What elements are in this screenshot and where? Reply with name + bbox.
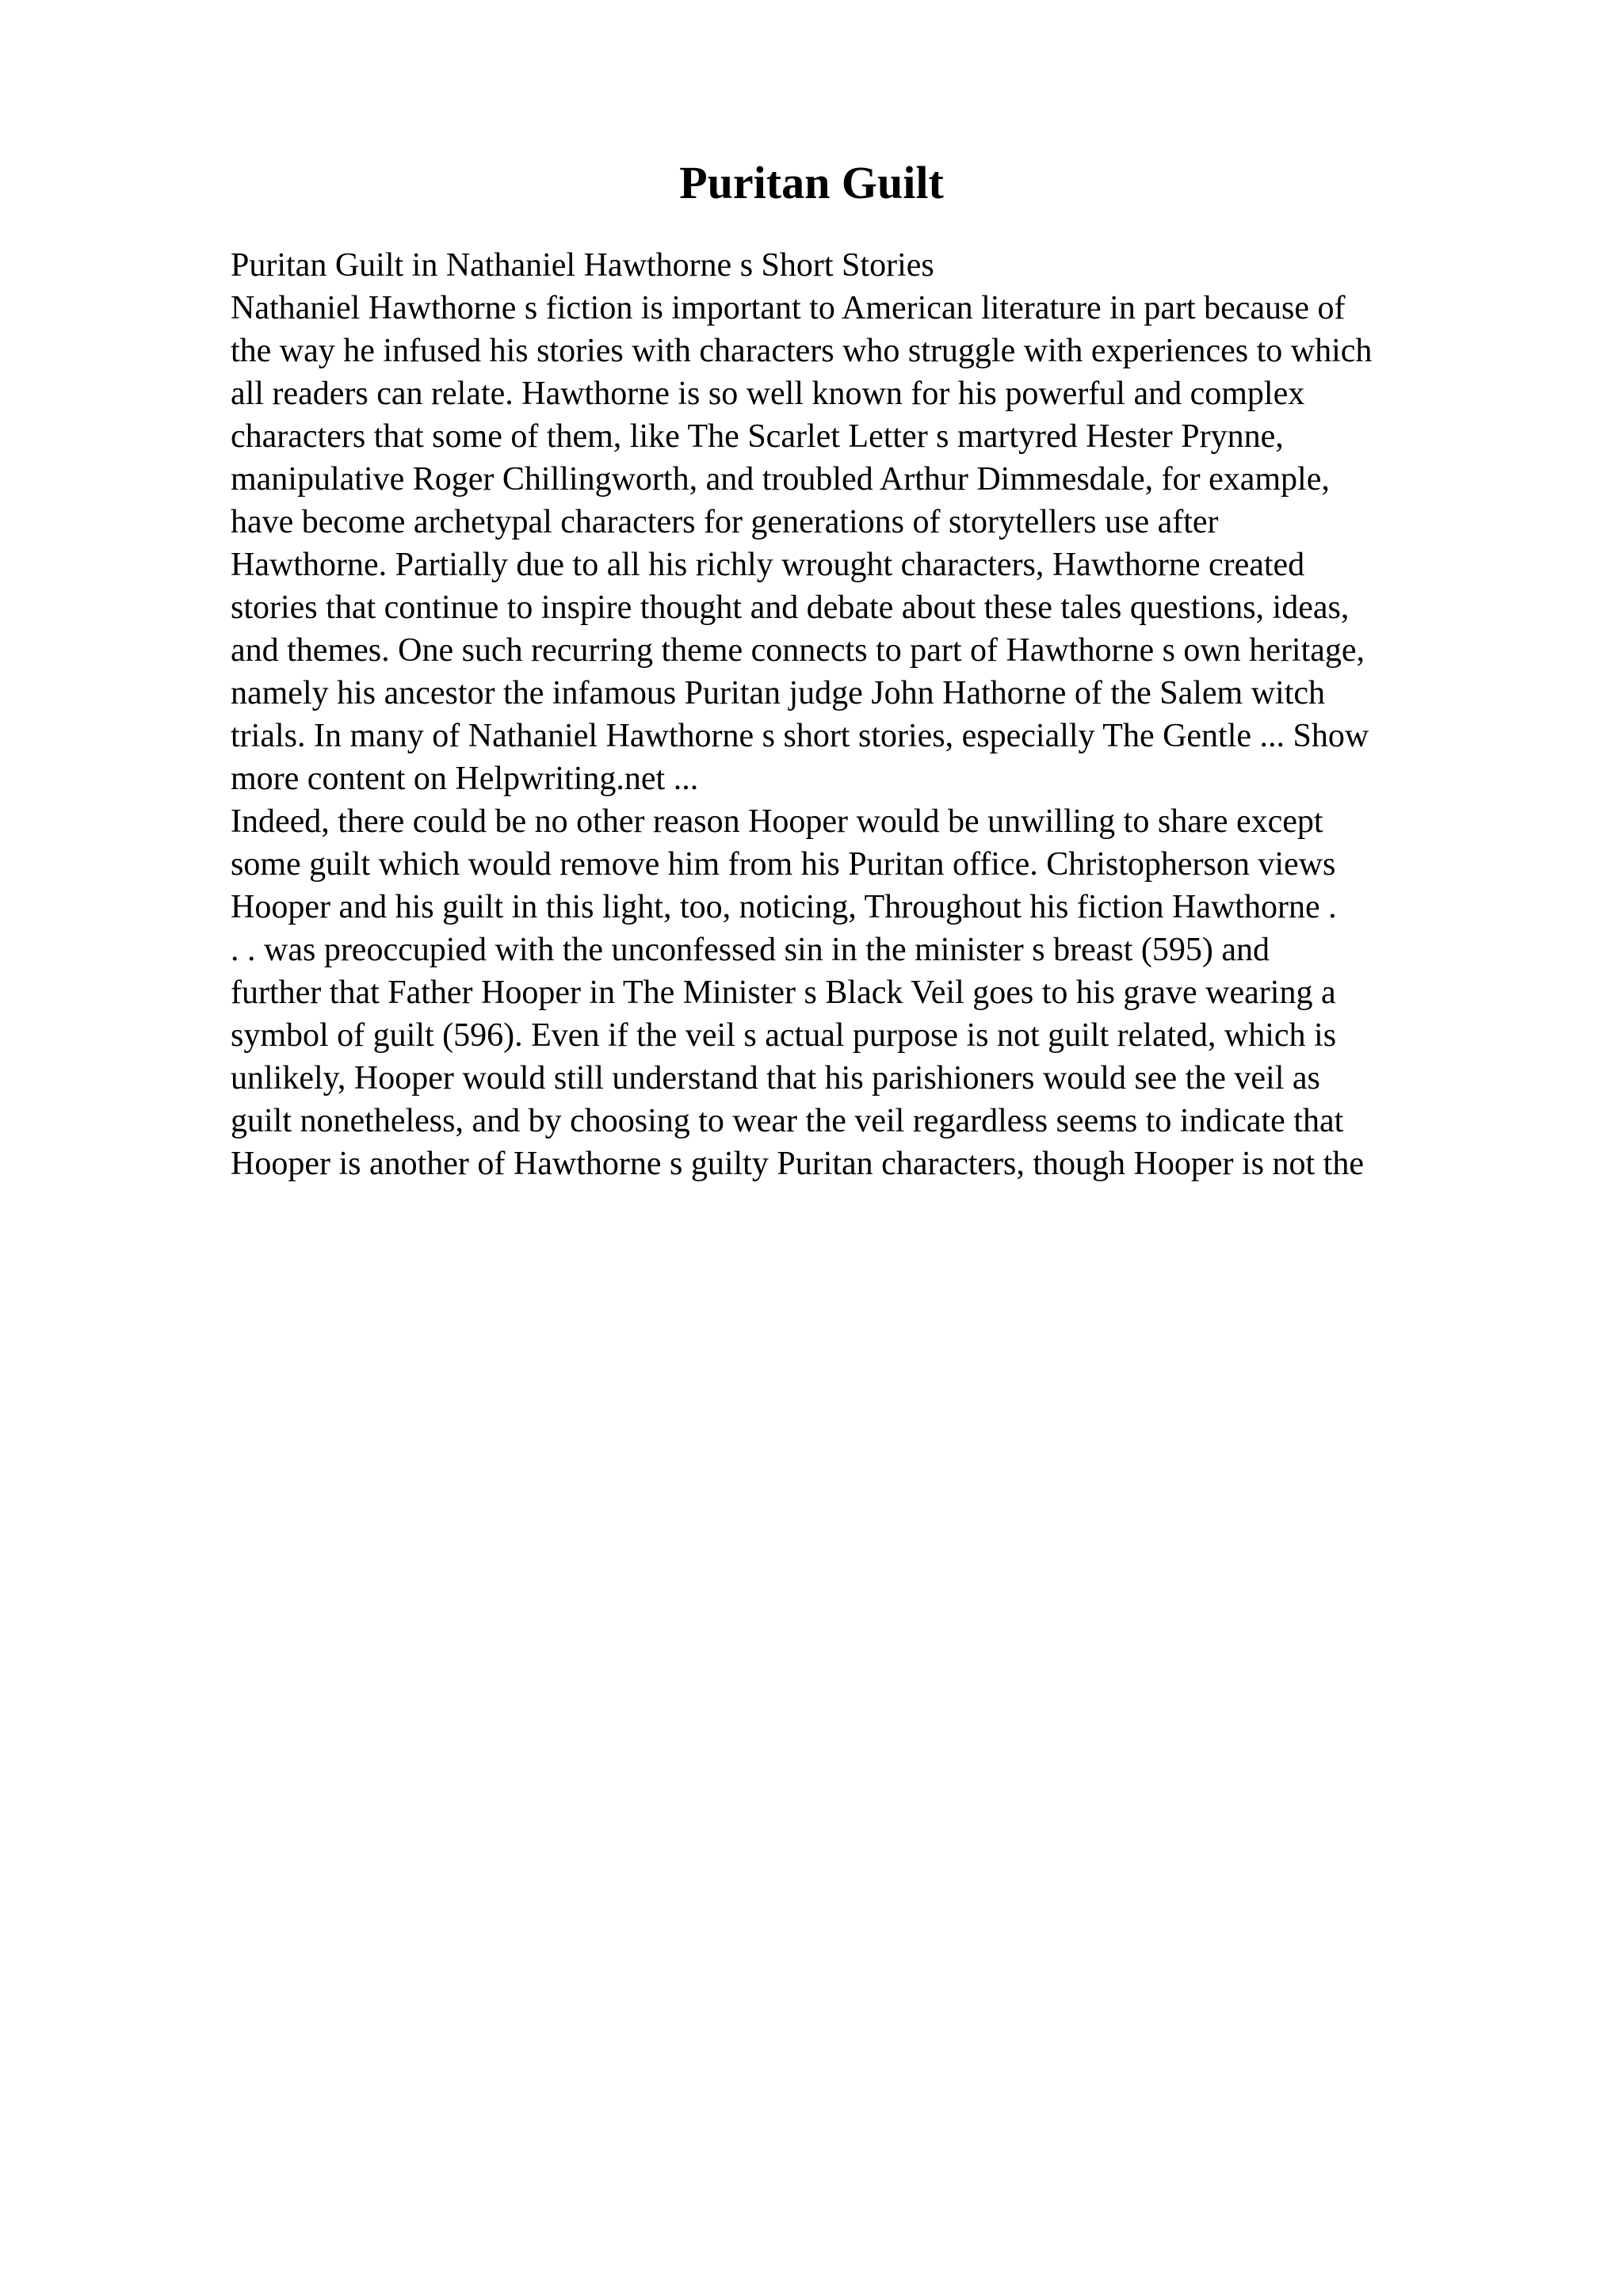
body-line: Hooper and his guilt in this light, too, noticing, Throughout his fiction Hawthorne .: [231, 889, 1337, 925]
body-line: all readers can relate. Hawthorne is so well known for his powerful and complex: [231, 376, 1305, 412]
body-line: and themes. One such recurring theme connects to part of Hawthorne s own heritage,: [231, 632, 1365, 669]
document-body: [231, 244, 1514, 1185]
body-line: namely his ancestor the infamous Puritan judge John Hathorne of the Salem witch: [231, 675, 1326, 711]
body-line: guilt nonetheless, and by choosing to wear the veil regardless seems to indicate that: [231, 1103, 1344, 1139]
body-line: some guilt which would remove him from his Puritan office. Christopherson views: [231, 846, 1336, 883]
body-line: Nathaniel Hawthorne s fiction is important to American literature in part because of: [231, 290, 1346, 326]
document-title: Puritan Guilt: [679, 157, 944, 208]
body-line: more content on Helpwriting.net ...: [231, 761, 699, 797]
body-line: unlikely, Hooper would still understand that his parishioners would see the veil as: [231, 1060, 1320, 1097]
body-line: Indeed, there could be no other reason Hooper would be unwilling to share except: [231, 803, 1323, 840]
body-line: . . was preoccupied with the unconfessed sin in the minister s breast (595) and: [231, 932, 1270, 968]
body-line: manipulative Roger Chillingworth, and troubled Arthur Dimmesdale, for example,: [231, 461, 1330, 498]
body-line: have become archetypal characters for generations of storytellers use after: [231, 504, 1219, 540]
body-line: Puritan Guilt in Nathaniel Hawthorne s Short Stories: [231, 247, 934, 284]
body-line: characters that some of them, like The Scarlet Letter s martyred Hester Prynne,: [231, 418, 1284, 455]
body-line: symbol of guilt (596). Even if the veil s actual purpose is not guilt related, which is: [231, 1017, 1337, 1054]
body-line: trials. In many of Nathaniel Hawthorne s short stories, especially The Gentle ... Show: [231, 718, 1369, 754]
body-line: Hooper is another of Hawthorne s guilty Puritan characters, though Hooper is not the: [231, 1146, 1364, 1182]
body-line: further that Father Hooper in The Minister s Black Veil goes to his grave wearing a: [231, 974, 1336, 1011]
body-line: stories that continue to inspire thought and debate about these tales questions, ideas,: [231, 589, 1350, 626]
body-line: the way he infused his stories with characters who struggle with experiences to which: [231, 333, 1373, 369]
body-line: Hawthorne. Partially due to all his richly wrought characters, Hawthorne created: [231, 547, 1305, 583]
